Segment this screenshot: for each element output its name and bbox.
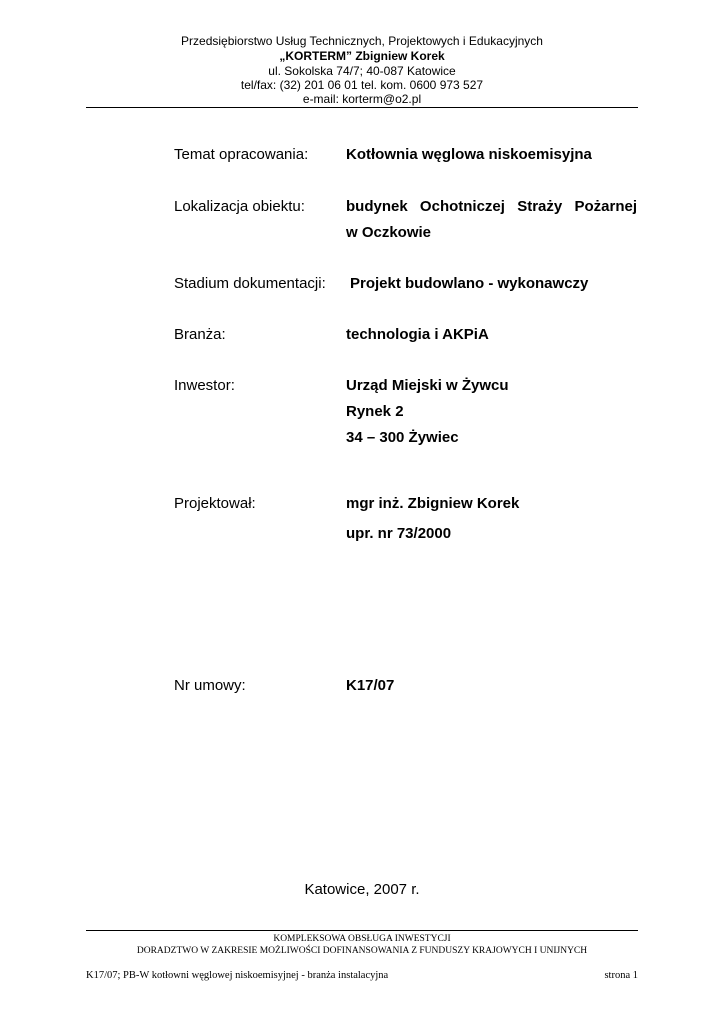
designer-value-line2: upr. nr 73/2000: [346, 525, 452, 542]
contract-value: K17/07: [346, 677, 395, 694]
location-label: Lokalizacja obiektu:: [174, 198, 305, 215]
stage-label: Stadium dokumentacji:: [174, 275, 326, 292]
stage-value: Projekt budowlano - wykonawczy: [350, 275, 589, 292]
footer-rule: [86, 930, 638, 931]
investor-value-line2: Rynek 2: [346, 403, 404, 420]
company-phone: tel/fax: (32) 201 06 01 tel. kom. 0600 973 527: [240, 78, 484, 92]
footer-line1: KOMPLEKSOWA OBSŁUGA INWESTYCJI: [273, 934, 451, 944]
investor-value-line3: 34 – 300 Żywiec: [346, 429, 459, 446]
investor-value-line1: Urząd Miejski w Żywcu: [346, 377, 509, 394]
footer-line2: DORADZTWO W ZAKRESIE MOŻLIWOŚCI DOFINANSOWANIA Z FUNDUSZY KRAJOWYCH I UNIJNYCH: [136, 946, 588, 956]
designer-value-line1: mgr inż. Zbigniew Korek: [346, 495, 520, 512]
footer-page-number: strona 1: [604, 970, 638, 981]
contract-label: Nr umowy:: [174, 677, 246, 694]
investor-label: Inwestor:: [174, 377, 235, 394]
topic-label: Temat opracowania:: [174, 146, 309, 163]
location-value-line2: w Oczkowie: [346, 224, 432, 241]
designer-label: Projektował:: [174, 495, 256, 512]
footer-doc-ref: K17/07; PB-W kotłowni węglowej niskoemisyjnej - branża instalacyjna: [86, 970, 389, 981]
company-address: ul. Sokolska 74/7; 40-087 Katowice: [268, 64, 456, 78]
company-name: Przedsiębiorstwo Usług Technicznych, Projektowych i Edukacyjnych: [181, 34, 543, 48]
header-rule: [86, 107, 638, 108]
location-value-line1: budynek Ochotniczej Straży Pożarnej: [346, 198, 637, 215]
company-brand: „KORTERM” Zbigniew Korek: [279, 49, 445, 63]
place-date: Katowice, 2007 r.: [304, 881, 420, 898]
topic-value: Kotłownia węglowa niskoemisyjna: [346, 146, 592, 163]
trade-value: technologia i AKPiA: [346, 326, 489, 343]
trade-label: Branża:: [174, 326, 226, 343]
company-email: e-mail: korterm@o2.pl: [302, 92, 422, 106]
